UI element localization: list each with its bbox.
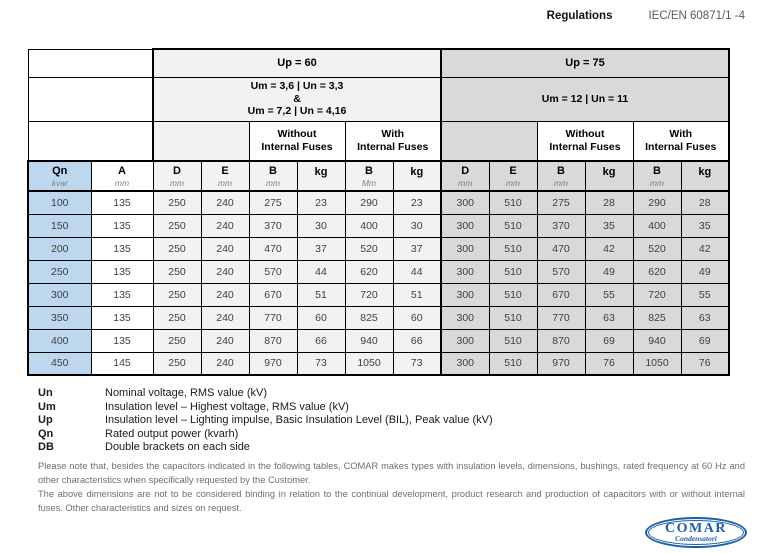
data-cell: 940 — [633, 329, 681, 352]
data-cell: 570 — [537, 260, 585, 283]
data-cell: 300 — [441, 191, 489, 214]
data-cell: 470 — [537, 237, 585, 260]
data-cell: 35 — [585, 214, 633, 237]
data-cell: 135 — [91, 191, 153, 214]
data-cell: 49 — [681, 260, 729, 283]
data-cell: 1050 — [633, 352, 681, 375]
column-header-kg-13 — [681, 161, 729, 191]
data-cell: 510 — [489, 283, 537, 306]
data-cell: 870 — [249, 329, 297, 352]
with-fuses-left-header — [345, 121, 441, 161]
header-line: With — [669, 128, 693, 141]
empty-dim-cell-left — [153, 121, 249, 161]
column-unit — [298, 178, 345, 188]
column-letter: B — [269, 165, 277, 177]
legend-term: Qn — [38, 427, 54, 440]
data-cell: 250 — [153, 237, 201, 260]
data-cell: 250 — [153, 306, 201, 329]
data-cell: 63 — [585, 306, 633, 329]
data-cell: 42 — [585, 237, 633, 260]
data-cell: 250 — [153, 214, 201, 237]
data-cell: 300 — [28, 283, 91, 306]
header-line: With — [381, 128, 405, 141]
data-cell: 290 — [345, 191, 393, 214]
data-cell: 60 — [393, 306, 441, 329]
data-cell: 135 — [91, 306, 153, 329]
up-header-row — [28, 49, 729, 77]
column-unit: mm — [265, 178, 281, 188]
data-cell: 940 — [345, 329, 393, 352]
data-row-qn-200 — [28, 237, 729, 260]
legend-desc: Double brackets on each side — [105, 441, 250, 453]
column-letter: kg — [410, 166, 424, 178]
data-cell: 135 — [91, 214, 153, 237]
header-line: Internal Fuses — [357, 140, 429, 153]
column-unit — [394, 178, 441, 188]
data-cell: 570 — [249, 260, 297, 283]
um-un-right-header — [441, 77, 729, 121]
data-cell: 100 — [28, 191, 91, 214]
data-cell: 66 — [393, 329, 441, 352]
column-unit — [586, 178, 633, 188]
column-header-b-4 — [249, 161, 297, 191]
data-cell: 275 — [249, 191, 297, 214]
data-cell: 28 — [585, 191, 633, 214]
legend-desc: Rated output power (kvarh) — [105, 427, 239, 440]
data-cell: 60 — [297, 306, 345, 329]
column-unit: mm — [649, 178, 665, 188]
data-cell: 135 — [91, 283, 153, 306]
data-cell: 44 — [393, 260, 441, 283]
data-cell: 37 — [393, 237, 441, 260]
data-cell: 250 — [153, 283, 201, 306]
column-unit: kvar — [51, 178, 68, 188]
blank-corner — [28, 77, 153, 121]
data-cell: 720 — [633, 283, 681, 306]
column-letter: kg — [314, 166, 328, 178]
with-fuses-right-header — [633, 121, 729, 161]
header-line: & — [293, 92, 301, 105]
data-cell: 870 — [537, 329, 585, 352]
data-cell: 250 — [153, 260, 201, 283]
blank-corner — [28, 49, 153, 77]
column-header-b-10 — [537, 161, 585, 191]
header-line: Without — [277, 128, 317, 141]
data-cell: 400 — [633, 214, 681, 237]
column-header-e-9 — [489, 161, 537, 191]
data-cell: 49 — [585, 260, 633, 283]
up60-header: Up = 60 — [153, 49, 441, 77]
data-cell: 240 — [201, 306, 249, 329]
data-cell: 69 — [681, 329, 729, 352]
data-cell: 135 — [91, 260, 153, 283]
column-header-kg-7 — [393, 161, 441, 191]
column-header-a-1 — [91, 161, 153, 191]
data-cell: 510 — [489, 237, 537, 260]
data-row-qn-150 — [28, 214, 729, 237]
header-line: Internal Fuses — [261, 140, 333, 153]
data-cell: 240 — [201, 191, 249, 214]
data-row-qn-100 — [28, 191, 729, 214]
data-cell: 250 — [153, 191, 201, 214]
data-cell: 240 — [201, 237, 249, 260]
column-header-e-3 — [201, 161, 249, 191]
data-cell: 250 — [153, 352, 201, 375]
um-un-left-header — [153, 77, 441, 121]
column-header-b-6 — [345, 161, 393, 191]
data-cell: 300 — [441, 352, 489, 375]
table-body — [28, 191, 729, 375]
regulations-label: Regulations — [546, 10, 613, 22]
header-line: Um = 3,6 | Un = 3,3 — [250, 80, 344, 93]
data-cell: 76 — [585, 352, 633, 375]
data-cell: 63 — [681, 306, 729, 329]
um-header-row — [28, 77, 729, 121]
data-cell: 240 — [201, 283, 249, 306]
data-cell: 510 — [489, 260, 537, 283]
column-letter: B — [653, 165, 661, 177]
data-cell: 37 — [297, 237, 345, 260]
column-header-kg-5 — [297, 161, 345, 191]
data-cell: 510 — [489, 191, 537, 214]
empty-dim-cell-right — [441, 121, 537, 161]
data-cell: 620 — [633, 260, 681, 283]
data-cell: 275 — [537, 191, 585, 214]
data-cell: 1050 — [345, 352, 393, 375]
data-cell: 670 — [537, 283, 585, 306]
legend-term: Up — [38, 414, 53, 426]
data-cell: 825 — [345, 306, 393, 329]
data-cell: 69 — [585, 329, 633, 352]
data-row-qn-300 — [28, 283, 729, 306]
column-unit: mm — [458, 178, 473, 188]
column-unit: mm — [169, 178, 185, 188]
data-cell: 300 — [441, 283, 489, 306]
capacitor-spec-table — [27, 48, 730, 376]
column-letter: B — [557, 165, 565, 177]
regulations-value: IEC/EN 60871/1 -4 — [648, 10, 745, 22]
data-cell: 825 — [633, 306, 681, 329]
column-letter: E — [221, 165, 229, 177]
regulations-row — [0, 10, 745, 22]
data-cell: 23 — [393, 191, 441, 214]
header-line: Internal Fuses — [549, 140, 621, 153]
legend-term: Um — [38, 400, 56, 413]
data-cell: 300 — [441, 329, 489, 352]
data-cell: 400 — [345, 214, 393, 237]
data-cell: 520 — [345, 237, 393, 260]
data-cell: 510 — [489, 306, 537, 329]
data-cell: 145 — [91, 352, 153, 375]
header-line: Um = 7,2 | Un = 4,16 — [247, 105, 347, 118]
data-cell: 55 — [585, 283, 633, 306]
data-cell: 55 — [681, 283, 729, 306]
data-cell: 42 — [681, 237, 729, 260]
data-cell: 470 — [249, 237, 297, 260]
logo-oval — [645, 517, 747, 548]
data-cell: 73 — [297, 352, 345, 375]
without-fuses-right-header — [537, 121, 633, 161]
data-cell: 35 — [681, 214, 729, 237]
data-cell: 400 — [28, 329, 91, 352]
column-header-kg-11 — [585, 161, 633, 191]
without-fuses-left-header — [249, 121, 345, 161]
data-row-qn-350 — [28, 306, 729, 329]
column-header-qn-0 — [28, 161, 91, 191]
data-cell: 44 — [297, 260, 345, 283]
data-cell: 135 — [91, 329, 153, 352]
notes-block — [38, 459, 745, 515]
header-line: Um = 12 | Un = 11 — [541, 92, 629, 105]
data-cell: 250 — [28, 260, 91, 283]
data-cell: 670 — [249, 283, 297, 306]
column-unit: mm — [114, 178, 130, 188]
legend-desc: Insulation level – Highest voltage, RMS value (kV) — [105, 400, 349, 413]
data-cell: 240 — [201, 329, 249, 352]
column-letter: E — [509, 165, 517, 177]
data-cell: 510 — [489, 329, 537, 352]
legend-desc: Nominal voltage, RMS value (kV) — [105, 387, 268, 399]
data-cell: 200 — [28, 237, 91, 260]
blank-corner — [28, 121, 153, 161]
data-cell: 520 — [633, 237, 681, 260]
data-cell: 350 — [28, 306, 91, 329]
column-letter: B — [365, 165, 373, 177]
column-letter: A — [118, 165, 126, 177]
data-cell: 73 — [393, 352, 441, 375]
legend-term: Un — [38, 387, 53, 399]
column-header-d-2 — [153, 161, 201, 191]
data-cell: 300 — [441, 214, 489, 237]
data-cell: 510 — [489, 352, 537, 375]
column-letters-row — [28, 161, 729, 191]
legend-term: DB — [38, 441, 54, 453]
logo-title: COMAR — [665, 520, 727, 536]
data-cell: 30 — [297, 214, 345, 237]
comar-logo — [645, 517, 747, 548]
data-cell: 300 — [441, 237, 489, 260]
data-cell: 66 — [297, 329, 345, 352]
data-cell: 28 — [681, 191, 729, 214]
data-cell: 23 — [297, 191, 345, 214]
data-cell: 510 — [489, 214, 537, 237]
logo-subtitle: Condensatori — [675, 533, 717, 543]
data-cell: 240 — [201, 214, 249, 237]
data-cell: 770 — [249, 306, 297, 329]
data-cell: 450 — [28, 352, 91, 375]
column-unit — [682, 178, 729, 188]
data-cell: 150 — [28, 214, 91, 237]
column-header-b-12 — [633, 161, 681, 191]
header-line: Internal Fuses — [645, 140, 717, 153]
column-header-d-8 — [441, 161, 489, 191]
data-cell: 30 — [393, 214, 441, 237]
data-cell: 300 — [441, 306, 489, 329]
data-cell: 370 — [537, 214, 585, 237]
column-letter: D — [173, 165, 181, 177]
column-letter: D — [461, 165, 470, 177]
data-row-qn-450 — [28, 352, 729, 375]
data-cell: 970 — [249, 352, 297, 375]
note-paragraph: Please note that, besides the capacitors indicated in the following tables, COMAR makes types with insulation levels, dimensions, bushings, rated frequency at 60 Hz and other characteristics when specifically requested by the Customer. — [38, 461, 745, 485]
column-unit: Mm — [361, 178, 377, 188]
column-letter: kg — [698, 166, 712, 178]
data-cell: 51 — [297, 283, 345, 306]
column-letter: kg — [602, 166, 616, 178]
data-cell: 76 — [681, 352, 729, 375]
legend — [38, 387, 493, 455]
data-cell: 51 — [393, 283, 441, 306]
data-cell: 290 — [633, 191, 681, 214]
column-unit: mm — [217, 178, 233, 188]
data-cell: 970 — [537, 352, 585, 375]
legend-desc: Insulation level – Lighting impulse, Basic Insulation Level (BIL), Peak value (kV) — [105, 414, 493, 426]
up75-header: Up = 75 — [441, 49, 729, 77]
fuse-header-row — [28, 121, 729, 161]
data-cell: 720 — [345, 283, 393, 306]
data-cell: 300 — [441, 260, 489, 283]
data-cell: 250 — [153, 329, 201, 352]
note-paragraph: The above dimensions are not to be considered binding in relation to the continual development, product research and production of capacitors with or without internal fuses. Other characteristics and sizes on request. — [38, 489, 745, 513]
data-cell: 240 — [201, 352, 249, 375]
data-cell: 135 — [91, 237, 153, 260]
data-cell: 770 — [537, 306, 585, 329]
header-line: Without — [565, 128, 605, 141]
data-row-qn-400 — [28, 329, 729, 352]
column-unit: mm — [505, 178, 521, 188]
data-row-qn-250 — [28, 260, 729, 283]
data-cell: 240 — [201, 260, 249, 283]
column-letter: Qn — [52, 165, 68, 177]
data-cell: 370 — [249, 214, 297, 237]
data-cell: 620 — [345, 260, 393, 283]
column-unit: mm — [553, 178, 569, 188]
